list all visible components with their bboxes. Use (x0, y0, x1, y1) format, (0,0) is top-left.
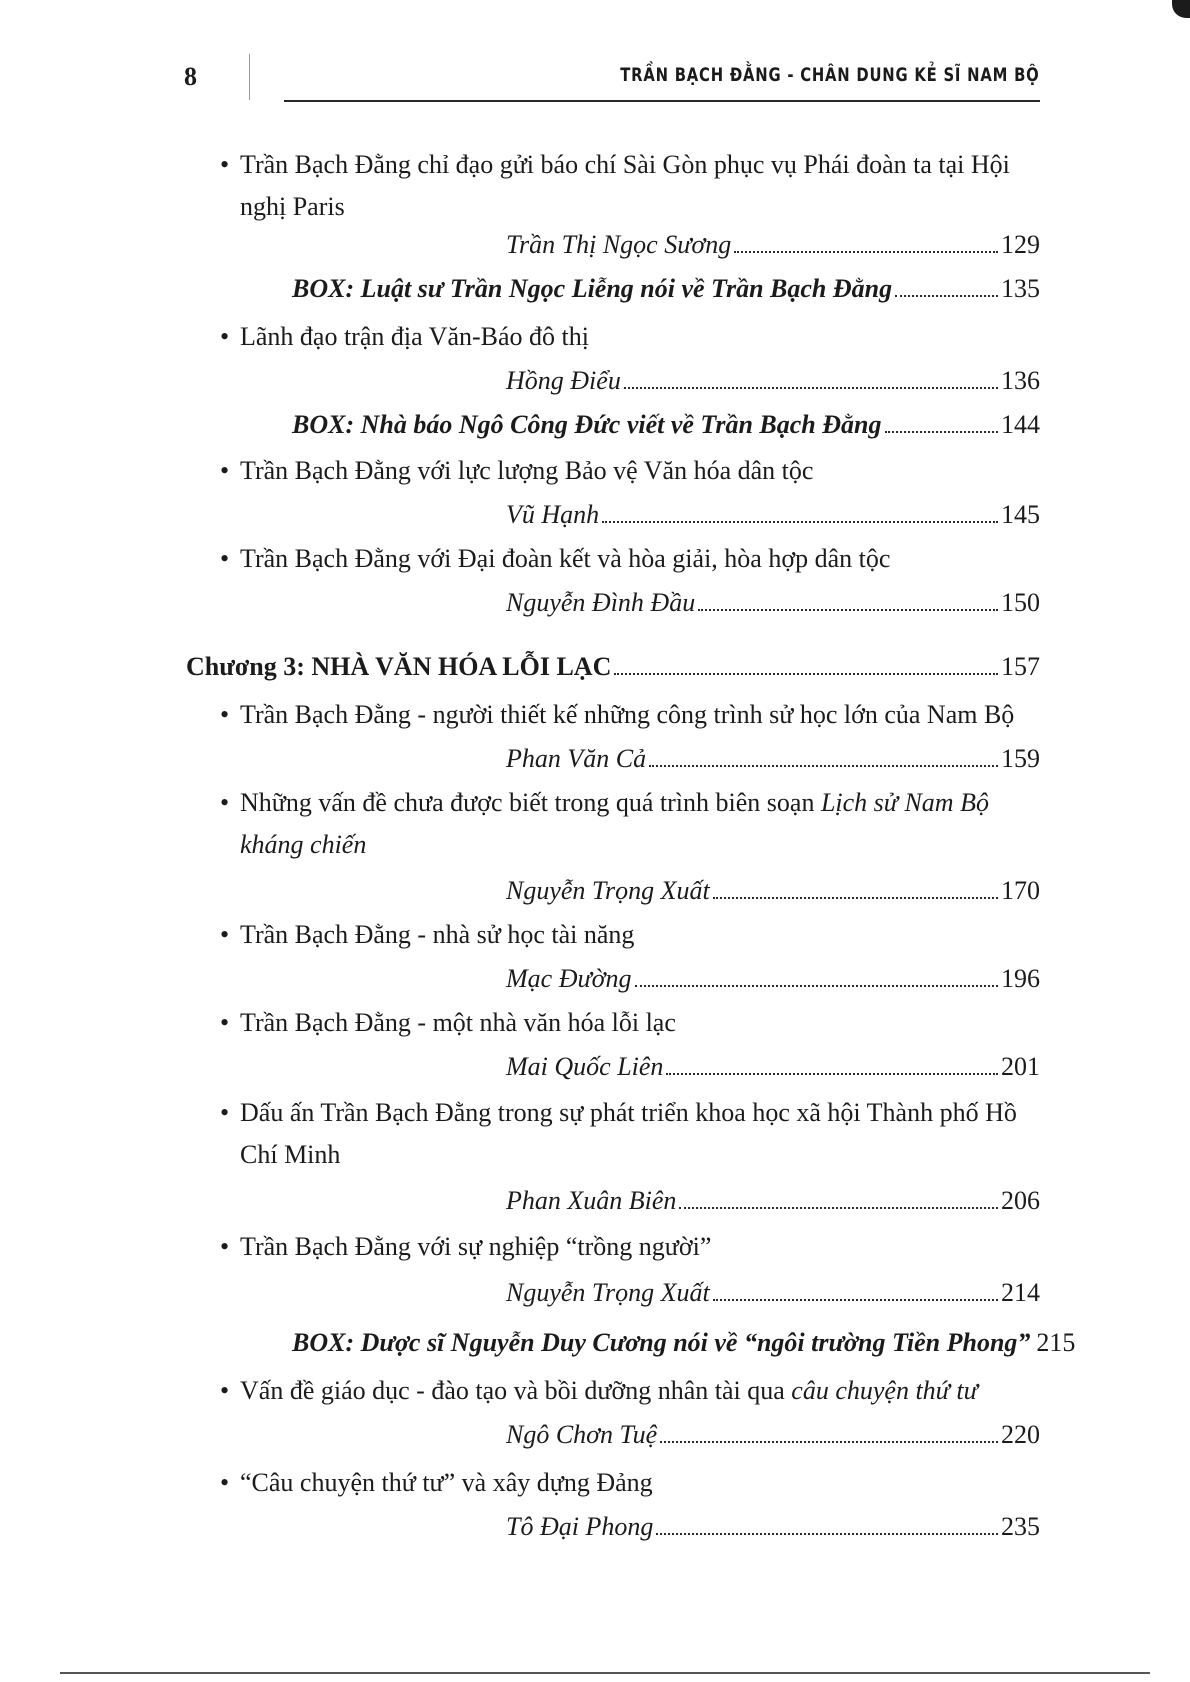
toc-page-number: 150 (1001, 588, 1040, 617)
toc-author: Mạc Đường (506, 964, 632, 993)
toc-entry-title: • Những vấn đề chưa được biết trong quá trình biên soạn Lịch sử Nam Bộ kháng chiến (186, 782, 1040, 866)
toc-page-number: 215 (1036, 1328, 1076, 1357)
page-number: 8 (184, 62, 197, 91)
toc-author: Tô Đại Phong (506, 1512, 654, 1541)
bullet-icon: • (220, 1008, 230, 1037)
bullet-icon: • (220, 456, 230, 485)
toc-author: Nguyễn Đình Đầu (506, 588, 696, 617)
toc-author-line (506, 224, 1040, 266)
page-corner-mark (1172, 0, 1190, 18)
dot-leader (713, 897, 998, 899)
dot-leader (666, 1073, 998, 1075)
dot-leader (734, 251, 998, 253)
toc-author-line (506, 494, 1040, 536)
header-divider (249, 54, 250, 100)
bullet-icon: • (220, 700, 230, 729)
toc-box-text: BOX: Dược sĩ Nguyễn Duy Cương nói về “ngôi trường Tiền Phong” (292, 1328, 1031, 1357)
toc-page-number: 159 (1001, 744, 1040, 773)
dot-leader (698, 609, 998, 611)
toc-author-line (506, 582, 1040, 624)
bullet-icon: • (220, 788, 230, 817)
dot-leader (713, 1299, 998, 1301)
toc-box-entry (292, 268, 1040, 310)
toc-page-number: 214 (1001, 1278, 1040, 1307)
toc-page-number: 235 (1001, 1512, 1040, 1541)
toc-page-number: 129 (1001, 230, 1040, 259)
toc-entry-title: • Trần Bạch Đằng chỉ đạo gửi báo chí Sài Gòn phục vụ Phái đoàn ta tại Hội nghị Paris (186, 144, 1040, 228)
toc-author-line (506, 958, 1040, 1000)
toc-page-number: 136 (1001, 366, 1040, 395)
toc-page-number: 201 (1001, 1052, 1040, 1081)
chapter-title: Chương 3: NHÀ VĂN HÓA LỖI LẠC (186, 652, 612, 681)
toc-author: Hồng Điểu (506, 366, 621, 395)
toc-box-text: BOX: Nhà báo Ngô Công Đức viết về Trần Bạch Đằng (292, 410, 882, 439)
toc-entry-title: • Trần Bạch Đằng - người thiết kế những công trình sử học lớn của Nam Bộ (186, 694, 1040, 736)
toc-entry-title: • Trần Bạch Đằng - một nhà văn hóa lỗi lạc (186, 1002, 1040, 1044)
toc-author: Vũ Hạnh (506, 500, 600, 529)
toc-box-entry (292, 404, 1040, 446)
toc-entry-title: • Trần Bạch Đằng với sự nghiệp “trồng người” (186, 1226, 1040, 1268)
toc-box-text: BOX: Luật sư Trần Ngọc Liễng nói về Trần Bạch Đằng (292, 274, 893, 303)
toc-page-number: 220 (1001, 1420, 1040, 1449)
toc-author-line (506, 1272, 1040, 1314)
toc-page-number: 144 (1001, 410, 1040, 439)
bullet-icon: • (220, 1468, 230, 1497)
toc-page-number: 145 (1001, 500, 1040, 529)
running-head-title: TRẦN BẠCH ĐẰNG - CHÂN DUNG KẺ SĨ NAM BỘ (620, 64, 1040, 86)
toc-author: Phan Xuân Biên (506, 1186, 677, 1215)
dot-leader (885, 431, 998, 433)
toc-author-line (506, 738, 1040, 780)
toc-page-number: 170 (1001, 876, 1040, 905)
toc-author: Mai Quốc Liên (506, 1052, 664, 1081)
toc-author-line (506, 1180, 1040, 1222)
toc-box-entry (292, 1322, 1076, 1364)
dot-leader (895, 295, 998, 297)
toc-chapter-heading (186, 646, 1040, 688)
toc-page-number: 196 (1001, 964, 1040, 993)
toc-author: Nguyễn Trọng Xuất (506, 1278, 710, 1307)
bullet-icon: • (220, 1376, 230, 1405)
toc-entry-title: • Lãnh đạo trận địa Văn-Báo đô thị (186, 316, 1040, 358)
toc-author: Trần Thị Ngọc Sương (506, 230, 732, 259)
toc-entry-title: • Trần Bạch Đằng với Đại đoàn kết và hòa giải, hòa hợp dân tộc (186, 538, 1040, 580)
toc-author-line (506, 1506, 1040, 1548)
toc-title-italic: câu chuyện thứ tư (791, 1376, 978, 1405)
page-bottom-edge (60, 1672, 1150, 1674)
toc-page-number: 206 (1001, 1186, 1040, 1215)
toc-title-italic: Lịch sử Nam Bộ kháng chiến (240, 788, 989, 859)
bullet-icon: • (220, 1098, 230, 1127)
bullet-icon: • (220, 1232, 230, 1261)
header-rule (284, 100, 1040, 102)
bullet-icon: • (220, 150, 230, 179)
toc-author-line (506, 870, 1040, 912)
toc-page-number: 157 (1001, 652, 1040, 681)
toc-author: Ngô Chơn Tuệ (506, 1420, 658, 1449)
bullet-icon: • (220, 322, 230, 351)
toc-entry-title: • Trần Bạch Đằng - nhà sử học tài năng (186, 914, 1040, 956)
toc-author: Phan Văn Cả (506, 744, 647, 773)
toc-author-line (506, 1046, 1040, 1088)
bullet-icon: • (220, 920, 230, 949)
dot-leader (660, 1441, 998, 1443)
toc-author-line (506, 1414, 1040, 1456)
dot-leader (624, 387, 998, 389)
dot-leader (656, 1533, 998, 1535)
dot-leader (614, 673, 998, 675)
dot-leader (679, 1207, 998, 1209)
dot-leader (602, 521, 998, 523)
toc-entry-title: • Vấn đề giáo dục - đào tạo và bồi dưỡng nhân tài qua câu chuyện thứ tư (186, 1370, 1040, 1412)
dot-leader (649, 765, 998, 767)
toc-entry-title: • Dấu ấn Trần Bạch Đằng trong sự phát triển khoa học xã hội Thành phố Hồ Chí Minh (186, 1092, 1040, 1176)
toc-page-number: 135 (1001, 274, 1040, 303)
toc-author: Nguyễn Trọng Xuất (506, 876, 710, 905)
toc-entry-title: • “Câu chuyện thứ tư” và xây dựng Đảng (186, 1462, 1040, 1504)
toc-entry-title: • Trần Bạch Đằng với lực lượng Bảo vệ Văn hóa dân tộc (186, 450, 1040, 492)
toc-author-line (506, 360, 1040, 402)
dot-leader (635, 985, 998, 987)
bullet-icon: • (220, 544, 230, 573)
